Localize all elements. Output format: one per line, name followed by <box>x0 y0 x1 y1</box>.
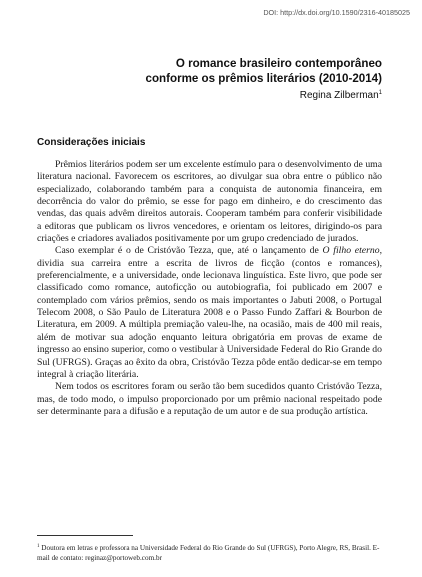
author-line <box>300 90 382 101</box>
author-name: Regina Zilberman <box>299 90 379 101</box>
book-title: O filho eterno <box>322 245 380 257</box>
paragraph-2 <box>37 245 382 381</box>
doi-link[interactable]: DOI: http://dx.doi.org/10.1590/2316-40185025 <box>263 8 410 17</box>
footnote-text: Doutora em letras e professora na Universidade Federal do Rio Grande do Sul (UFRGS), Porto Alegre, RS, Brasil. E-mail de contato: reginaz@portoweb.com.br <box>37 544 380 562</box>
author-footnote-marker: 1 <box>378 90 382 96</box>
footnote-marker: 1 <box>37 544 40 549</box>
paragraph-2-rest: , dividia sua carreira entre a escrita de livros de ficção (contos e romances), preferencialmente, e a universidade, onde lecionava linguística. Este livro, que pode ser classificado como romance, autoficção ou autobiografia, foi publicado em 2007 e contemplado com vários prêmios, sendo os mais importantes o Jabuti 2008, o Portugal Telecom 2008, o São Paulo de Literatura 2008 e o Passo Fundo Zaffari & Bourbon de Literatura, em 2009. A múltipla premiação valeu-lhe, na ocasião, mais de 400 mil reais, além de motivar sua adoção enquanto leitura obrigatória em provas de exame de ingresso ao ensino superior, como o vestibular à Universidade Federal do Rio Grande do Sul (UFRGS). Graças ao êxito da obra, Cristóvão Tezza pôde então dedicar-se em tempo integral à criação literária. <box>37 245 382 380</box>
paragraph-1: Prêmios literários podem ser um excelente estímulo para o desenvolvimento de uma literatura nacional. Favorecem os escritores, ao divulgar sua obra entre o público não especializado, colaborando também para a conquista de autonomia financeira, em decorrência do valor do prêmio, se esse for pago em dinheiro, e do crescimento das vendas, das quais advêm direitos autorais. Cooperam também para conferir visibilidade a editoras que publicam os livros vencedores, e orientam os leitores, dirigindo-os para criações e criadores avaliados positivamente por um grupo credenciado de jurados. <box>37 159 382 245</box>
title-line-2: conforme os prêmios literários (2010-2014) <box>145 72 382 85</box>
article-title <box>82 56 382 86</box>
paragraph-2-start: Caso exemplar é o de Cristóvão Tezza, que, até o lançamento de <box>55 245 323 257</box>
section-heading: Considerações iniciais <box>37 137 146 148</box>
paragraph-3: Nem todos os escritores foram ou serão tão bem sucedidos quanto Cristóvão Tezza, mas, de todo modo, o impulso proporcionado por um prêmio nacional respeitado pode ser determinante para a difusão e a reputação de um autor e de sua produção artística. <box>37 381 382 417</box>
title-line-1: O romance brasileiro contemporâneo <box>175 57 382 70</box>
footnote <box>37 542 382 563</box>
article-body <box>37 159 382 418</box>
footnote-divider <box>37 535 133 536</box>
